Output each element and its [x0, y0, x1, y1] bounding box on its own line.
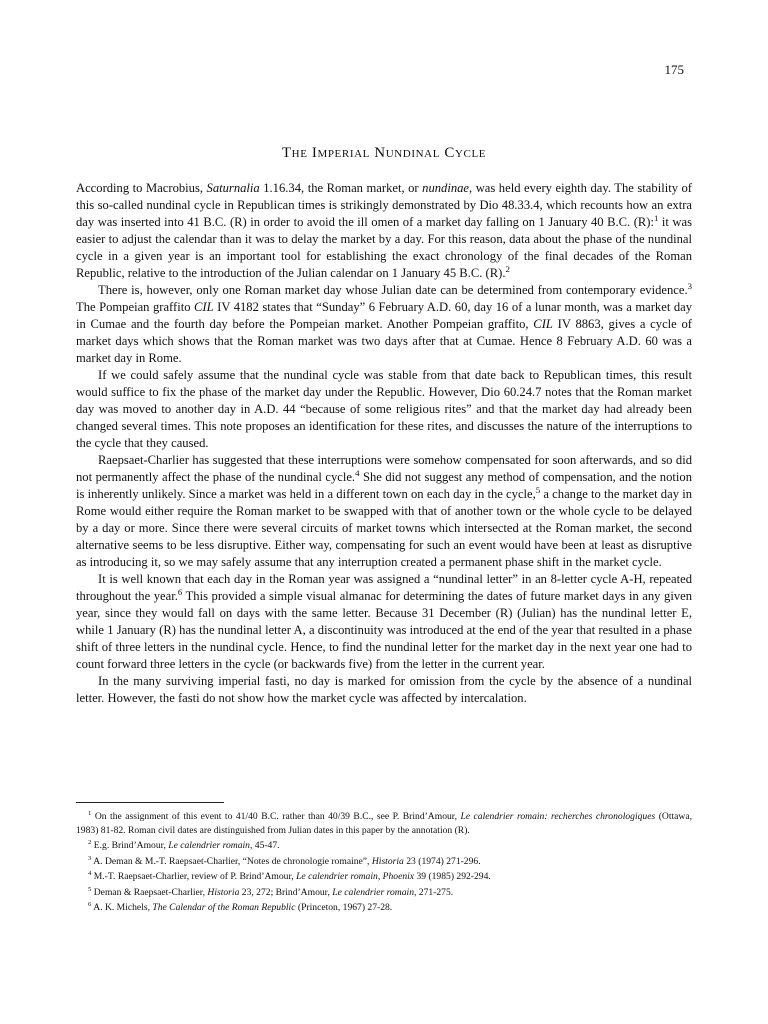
footnote: [76, 855, 692, 869]
text-run: , 45-47.: [249, 840, 280, 851]
text-run: E.g. Brind’Amour,: [91, 840, 169, 851]
footnotes: [76, 810, 692, 917]
footnote-marker: 2: [505, 263, 510, 274]
footnote-marker: 4: [355, 467, 360, 478]
text-run: On the assignment of this event to 41/40 B.C. rather than 40/39 B.C., see P. Brind’Amour,: [91, 811, 461, 822]
text-run: IV 4182 states that “Sunday” 6 February A.D. 60, day 16 of a lunar month, was a market day in Cumae and the fourth day before the Pompeian market. Another Pompeian graffito,: [76, 300, 693, 331]
footnote-marker: 5: [535, 484, 541, 495]
text-run: The Pompeian graffito: [76, 300, 195, 314]
italic-text: Saturnalia: [206, 181, 260, 195]
italic-text: Historia: [207, 886, 240, 898]
paragraph: [76, 571, 692, 673]
text-run: According to Macrobius,: [76, 181, 207, 195]
text-run: This provided a simple visual almanac for determining the dates of future market days in any given year, since they would fall on days with the same letter. Because 31 December (R) (Julian) has the nundinal letter E, while 1 January (R) has the nundinal letter A, a discontinuity was introduced at the end of the year that resulted in a phase shift of three letters in the nundinal cycle. Hence, to find the nundinal letter for the market day in the next year one had to count forward three letters in the cycle (or backwards five) from the letter in the current year.: [76, 589, 693, 671]
text-run: (Ottawa, 1983) 81-82. Roman civil dates are distinguished from Julian dates in this paper by the annotation (R).: [76, 811, 692, 836]
text-run: 23 (1974) 271-296.: [403, 855, 481, 867]
text-run: (Princeton, 1967) 27-28.: [295, 902, 393, 913]
text-run: Raepsaet-Charlier has suggested that these interruptions were somehow compensated for soon afterwards, and so did not permanently affect the phase of the nundinal cycle.: [76, 453, 692, 484]
text-run: M.-T. Raepsaet-Charlier, review of P. Brind’Amour,: [91, 871, 297, 882]
text-run: a change to the market day in Rome would either require the Roman market to be swapped with that of another town or the whole cycle to be delayed by a day or more. Since there were several circuits of market towns which intersected at the Roman market, the second alternative seems to be less disruptive. Either way, compensating for such an event would have been at least as disruptive as introducing it, so we may safely assume that any interruption created a permanent phase shift in the market cycle.: [76, 487, 692, 569]
footnote-marker: 1: [654, 212, 659, 223]
body-text: [76, 180, 692, 707]
italic-text: CIL: [533, 317, 553, 331]
italic-text: Le calendrier romain: [332, 886, 414, 898]
italic-text: Historia: [371, 855, 404, 867]
text-run: If we could safely assume that the nundinal cycle was stable from that date back to Republican times, this result would suffice to fix the phase of the market day under the Republic. However, Dio 60.24.7 notes that the Roman market day was moved to another day in A.D. 44 “because of some religious rites” and that the market day had already been changed several times. This note proposes an identification for these rites, and discusses the nature of the interruptions to the cycle that they caused.: [76, 368, 692, 450]
footnote: [76, 870, 692, 884]
text-run: It is well known that each day in the Roman year was assigned a “nundinal letter” in an 8-letter cycle A-H, repeated throughout the year.: [76, 572, 692, 603]
text-run: , was held every eighth day. The stability of this so-called nundinal cycle in Republican times is strikingly demonstrated by Dio 48.33.4, which recounts how an extra day was inserted into 41 B.C. (R) in order to avoid the ill omen of a market day falling on 1 January 40 B.C. (R):: [76, 181, 693, 229]
text-run: A. Deman & M.-T. Raepsaet-Charlier, “Notes de chronologie romaine”,: [91, 855, 372, 867]
footnote: [76, 901, 692, 915]
footnote-marker: 2: [88, 838, 92, 846]
footnote: [76, 810, 692, 837]
footnote: [76, 886, 692, 900]
italic-text: Le calendrier romain: recherches chronologiques: [460, 811, 656, 822]
text-run: it was easier to adjust the calendar than it was to delay the market by a day. For this reason, data about the phase of the nundinal cycle in a given year is an important tool for establishing the exact chronology of the final decades of the Roman Republic, relative to the introduction of the Julian calendar on 1 January 45 B.C. (R).: [76, 215, 693, 280]
paragraph: [76, 452, 692, 571]
text-run: 1.16.34, the Roman market, or: [259, 181, 423, 195]
article-title: The Imperial Nundinal Cycle: [281, 145, 487, 161]
page-number: 175: [664, 62, 684, 77]
italic-text: Le calendrier romain: [168, 840, 250, 851]
footnote-marker: 6: [88, 900, 92, 908]
text-run: IV 8863, gives a cycle of market days which shows that the Roman market was two days after that at Cumae. Hence 8 February A.D. 60 was a market day in Rome.: [76, 317, 692, 365]
paragraph: [76, 673, 692, 707]
footnote-marker: 5: [88, 885, 92, 893]
footnote-divider: [76, 802, 224, 803]
text-run: A. K. Michels,: [91, 902, 153, 913]
italic-text: nundinae: [422, 181, 470, 195]
italic-text: Phoenix: [382, 871, 415, 882]
footnote-marker: 1: [88, 809, 92, 817]
italic-text: Le calendrier romain: [296, 871, 378, 882]
text-run: There is, however, only one Roman market day whose Julian date can be determined from contemporary evidence.: [98, 283, 688, 297]
footnote-marker: 6: [177, 586, 183, 597]
text-run: She did not suggest any method of compensation, and the notion is inherently unlikely. Since a market was held in a different town on each day in the cycle,: [76, 470, 692, 501]
text-run: 23, 272; Brind’Amour,: [239, 886, 333, 898]
footnote-marker: 4: [88, 869, 92, 877]
italic-text: CIL: [194, 300, 214, 314]
text-run: In the many surviving imperial fasti, no day is marked for omission from the cycle by the absence of a nundinal letter. However, the fasti do not show how the market cycle was affected by intercalation.: [76, 674, 692, 705]
text-run: 39 (1985) 292-294.: [414, 871, 491, 882]
italic-text: The Calendar of the Roman Republic: [152, 902, 296, 913]
paragraph: [76, 282, 692, 367]
paragraph: [76, 180, 692, 282]
footnote: [76, 839, 692, 853]
text-run: Deman & Raepsaet-Charlier,: [91, 886, 208, 898]
footnote-marker: 3: [88, 854, 92, 862]
footnote-marker: 3: [687, 280, 692, 291]
paragraph: [76, 367, 692, 452]
text-run: ,: [377, 871, 383, 882]
text-run: , 271-275.: [414, 886, 454, 898]
